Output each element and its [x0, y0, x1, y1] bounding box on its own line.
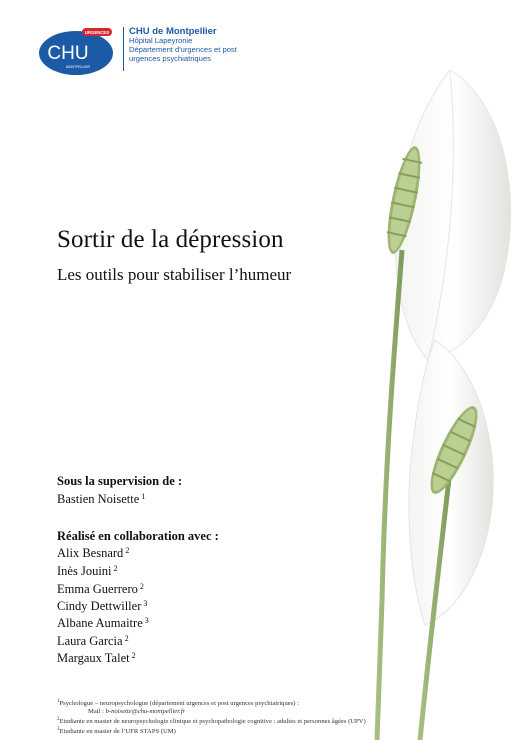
- peace-lily-illustration: [330, 40, 521, 740]
- affiliation-ref: 2: [125, 546, 130, 555]
- chu-logo: [38, 26, 116, 76]
- footnote-1: $^1$Psychologue – neuropsychologue (département urgences et post urgences psychiatriques) :: [57, 699, 299, 707]
- footnote-3: $^3$Etudiante en master de l’UFR STAPS (UM): [57, 727, 176, 735]
- document-title: Sortir de la dépression: [57, 226, 284, 253]
- affiliation-ref: 2: [124, 634, 129, 643]
- collaborator-name: Laura Garcia $^2$: [57, 634, 129, 648]
- collaborator-name: Cindy Dettwiller $^3$: [57, 599, 148, 613]
- collaborator-name: Albane Aumaitre $^3$: [57, 616, 149, 630]
- supervision-heading: Sous la supervision de :: [57, 474, 183, 488]
- collaborator-name: Emma Guerrero $^2$: [57, 582, 144, 596]
- logo-tagline-text: MONTPELLIER: [66, 65, 90, 69]
- supervisor-name: Bastien Noisette $^1$: [57, 492, 146, 506]
- affiliation-ref: 3: [144, 616, 149, 625]
- org-line-1: Hôpital Lapeyronie: [129, 36, 193, 46]
- collaborator-name: Alix Besnard $^2$: [57, 546, 130, 560]
- affiliation-ref: 1: [141, 492, 146, 501]
- contact-email: b-noisette@chu-montpellier.fr: [105, 708, 186, 715]
- collaborator-name: Inès Jouini $^2$: [57, 564, 118, 578]
- affiliation-ref: 2: [139, 582, 144, 591]
- footnote-1-mail: Mail : b-noisette@chu-montpellier.fr: [88, 708, 186, 715]
- affiliation-ref: 2: [113, 564, 118, 573]
- collaborator-name: Margaux Talet $^2$: [57, 651, 136, 665]
- organization-block: [129, 26, 237, 64]
- collaboration-heading: Réalisé en collaboration avec :: [57, 529, 219, 543]
- org-line-2: Département d'urgences et post: [129, 45, 237, 55]
- logo-chu-text: CHU: [47, 43, 89, 64]
- document-subtitle: Les outils pour stabiliser l’humeur: [57, 265, 292, 284]
- affiliation-ref: 2: [131, 651, 136, 660]
- affiliation-ref: 3: [143, 599, 148, 608]
- header-divider: [123, 27, 124, 71]
- logo-badge-text: URGENCES: [84, 30, 110, 35]
- footnote-2: $^2$Etudiante en master de neuropsychologie clinique et psychopathologie cognitive : adultes et personnes âgées (UPV): [57, 717, 366, 725]
- org-name: CHU de Montpellier: [129, 26, 217, 37]
- org-line-3: urgences psychiatriques: [129, 54, 211, 64]
